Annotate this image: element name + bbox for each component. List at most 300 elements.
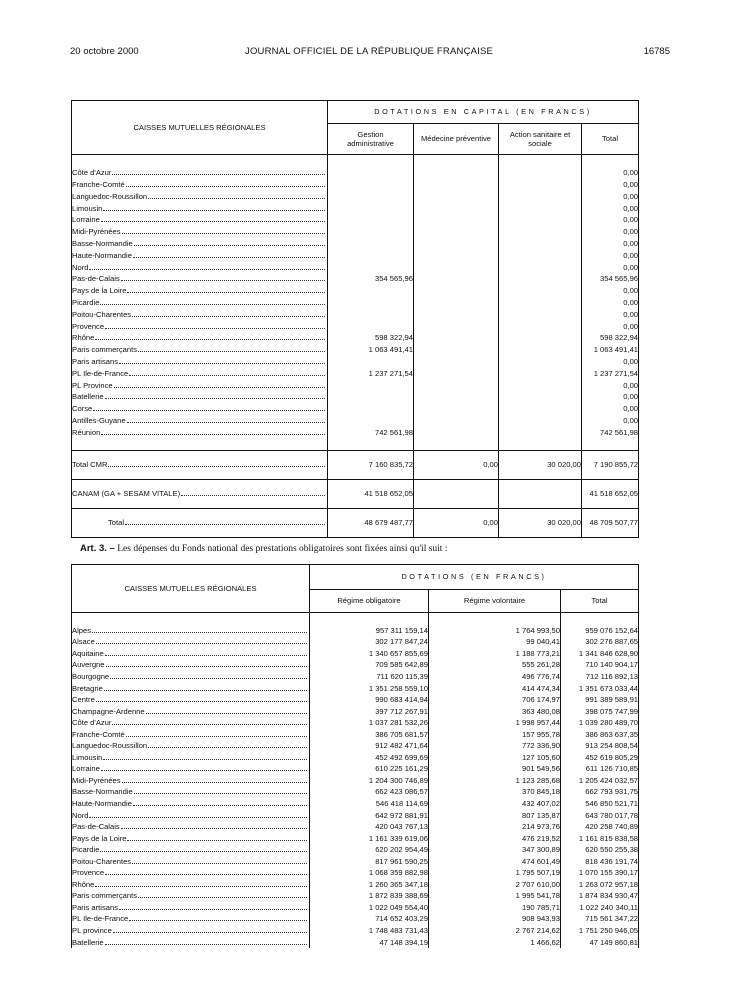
- row-name: Nord: [72, 262, 89, 272]
- obligatoire-cell: 620 202 954,49: [310, 844, 429, 856]
- total-cell: 0,00: [582, 238, 639, 250]
- leader-dots: [121, 280, 325, 281]
- action-cell: [499, 261, 582, 273]
- row-name-cell: [72, 391, 328, 403]
- volontaire-cell: 157 955,78: [429, 728, 561, 740]
- obligatoire-cell: 714 652 403,29: [310, 913, 429, 925]
- row-name-cell: [72, 786, 310, 798]
- volontaire-cell: 1 764 993,50: [429, 625, 561, 637]
- table-row: [72, 190, 639, 202]
- obligatoire-cell: 709 585 642,89: [310, 659, 429, 671]
- gestion-cell: [328, 226, 414, 238]
- table-row: [72, 332, 639, 344]
- total-cell: 1 205 424 032,57: [561, 775, 639, 787]
- action-cell: [499, 415, 582, 427]
- row-name: Languedoc-Roussillon: [72, 191, 148, 201]
- row-name: Antilles-Guyane: [72, 415, 126, 425]
- row-name: Pas-de-Calais: [72, 822, 120, 832]
- table2-group-header: DOTATIONS (EN FRANCS): [310, 565, 639, 590]
- row-name-cell: [72, 403, 328, 415]
- medecine-cell: [414, 379, 499, 391]
- volontaire-cell: 1 188 773,21: [429, 648, 561, 660]
- total-cell: 0,00: [582, 226, 639, 238]
- gestion-cell: [328, 202, 414, 214]
- row-name-cell: [72, 508, 328, 537]
- total-cell: 959 076 152,64: [561, 625, 639, 637]
- row-name: Aquitaine: [72, 648, 104, 658]
- total-cell: 0,00: [582, 214, 639, 226]
- total-cell: 913 254 808,54: [561, 740, 639, 752]
- article-3: [80, 543, 447, 554]
- table-row: [72, 344, 639, 356]
- row-name: Corse: [72, 404, 93, 414]
- volontaire-cell: 2 767 214,62: [429, 925, 561, 937]
- row-name: PL Ile-de-France: [72, 368, 129, 378]
- action-cell: [499, 367, 582, 379]
- gestion-cell: [328, 179, 414, 191]
- table1-body: [72, 155, 639, 538]
- leader-dots: [181, 495, 325, 496]
- table-row: [72, 308, 639, 320]
- gestion-cell: 354 565,96: [328, 273, 414, 285]
- leader-dots: [113, 932, 307, 933]
- medecine-cell: [414, 332, 499, 344]
- table-row: [72, 297, 639, 309]
- table-row: [72, 740, 639, 752]
- table1-col-header: Action sanitaire et sociale: [499, 124, 582, 155]
- volontaire-cell: 2 707 610,00: [429, 879, 561, 891]
- table-row: [72, 636, 639, 648]
- total-cell: 0,00: [582, 202, 639, 214]
- row-name-cell: [72, 728, 310, 740]
- leader-dots: [148, 747, 307, 748]
- action-cell: [499, 308, 582, 320]
- row-name: Poitou-Charentes: [72, 309, 132, 319]
- leader-dots: [93, 410, 325, 411]
- row-name: Paris artisans: [72, 902, 119, 912]
- medecine-cell: [414, 297, 499, 309]
- total-cell: 420 258 740,89: [561, 821, 639, 833]
- table2-col-header: Total: [561, 590, 639, 613]
- row-name: Lorraine: [72, 215, 100, 225]
- row-name: Limousin: [72, 203, 103, 213]
- table-row: [72, 226, 639, 238]
- gestion-cell: 48 679 487,77: [328, 508, 414, 537]
- row-name-cell: [72, 238, 328, 250]
- obligatoire-cell: 957 311 159,14: [310, 625, 429, 637]
- leader-dots: [101, 770, 307, 771]
- table-row: [72, 867, 639, 879]
- row-name-cell: [72, 273, 328, 285]
- row-name: Franche-Comté: [72, 729, 125, 739]
- row-name: Rhône: [72, 879, 95, 889]
- row-name-cell: [72, 913, 310, 925]
- table-row: [72, 902, 639, 914]
- table-row: [72, 403, 639, 415]
- medecine-cell: [414, 344, 499, 356]
- leader-dots: [100, 851, 307, 852]
- row-name: Alpes: [72, 625, 91, 635]
- table-row: [72, 786, 639, 798]
- total-cell: 1 751 250 946,05: [561, 925, 639, 937]
- table-row: [72, 179, 639, 191]
- row-name: Lorraine: [72, 764, 100, 774]
- row-name: Languedoc-Roussillon: [72, 741, 148, 751]
- row-name-cell: [72, 659, 310, 671]
- row-name-cell: [72, 332, 328, 344]
- row-name-cell: [72, 202, 328, 214]
- row-name: Pays de la Loire: [72, 833, 127, 843]
- total-cell: 1 237 271,54: [582, 367, 639, 379]
- total-cell: 715 561 347,22: [561, 913, 639, 925]
- total-cell: 386 863 637,35: [561, 728, 639, 740]
- total-cell: 0,00: [582, 297, 639, 309]
- total-cell: 620 550 255,38: [561, 844, 639, 856]
- obligatoire-cell: 912 482 471,64: [310, 740, 429, 752]
- medecine-cell: [414, 226, 499, 238]
- table-row: [72, 356, 639, 368]
- row-name: Provence: [72, 868, 105, 878]
- volontaire-cell: 1 998 957,44: [429, 717, 561, 729]
- capital-dotations-table: [71, 100, 639, 538]
- leader-dots: [134, 793, 307, 794]
- row-name-cell: [72, 809, 310, 821]
- total-cell: 662 793 931,75: [561, 786, 639, 798]
- row-name-cell: [72, 415, 328, 427]
- row-name: Paris commerçants: [72, 891, 137, 901]
- gestion-cell: 742 561,98: [328, 426, 414, 438]
- table-row: [72, 763, 639, 775]
- page-date: 20 octobre 2000: [70, 46, 139, 57]
- leader-dots: [105, 398, 325, 399]
- row-name: Total CMR: [72, 460, 108, 470]
- medecine-cell: [414, 285, 499, 297]
- table-row: [72, 285, 639, 297]
- row-name-cell: [72, 450, 328, 479]
- total-cell: 0,00: [582, 167, 639, 179]
- row-name: Nord: [72, 810, 89, 820]
- leader-dots: [95, 886, 307, 887]
- total-cell: 1 063 491,41: [582, 344, 639, 356]
- row-name: Picardie: [72, 297, 100, 307]
- medecine-cell: 0,00: [414, 450, 499, 479]
- table-row: [72, 391, 639, 403]
- row-name: Batellerie: [72, 937, 104, 947]
- leader-dots: [95, 339, 325, 340]
- leader-dots: [96, 701, 307, 702]
- table-row: [72, 261, 639, 273]
- gestion-cell: [328, 308, 414, 320]
- volontaire-cell: 127 105,60: [429, 752, 561, 764]
- leader-dots: [122, 233, 325, 234]
- table1-col-header: Gestion administrative: [328, 124, 414, 155]
- leader-dots: [138, 351, 325, 352]
- row-name: Midi-Pyrénées: [72, 227, 121, 237]
- row-name-cell: [72, 320, 328, 332]
- row-name: PL Ile-de-France: [72, 914, 129, 924]
- medecine-cell: [414, 320, 499, 332]
- leader-dots: [114, 387, 325, 388]
- medecine-cell: [414, 273, 499, 285]
- gestion-cell: 41 518 652,05: [328, 479, 414, 508]
- row-name-cell: [72, 285, 328, 297]
- total-cell: 1 070 155 390,17: [561, 867, 639, 879]
- table-row: [72, 775, 639, 787]
- leader-dots: [119, 909, 307, 910]
- table-row: [72, 273, 639, 285]
- row-name-cell: [72, 832, 310, 844]
- total-cell: 0,00: [582, 249, 639, 261]
- row-name: Basse-Normandie: [72, 238, 133, 248]
- table1-col-header: Médecine préventive: [414, 124, 499, 155]
- row-name: Centre: [72, 695, 95, 705]
- row-name-cell: [72, 625, 310, 637]
- row-name: Bourgogne: [72, 672, 110, 681]
- total-cell: 354 565,96: [582, 273, 639, 285]
- total-cell: 398 075 747,99: [561, 705, 639, 717]
- spacer-row: [72, 155, 639, 167]
- medecine-cell: [414, 167, 499, 179]
- table-row: [72, 415, 639, 427]
- total-cell: 611 126 710,85: [561, 763, 639, 775]
- row-name: Total: [108, 518, 125, 528]
- row-name-cell: [72, 936, 310, 948]
- row-name: Franche-Comté: [72, 179, 125, 189]
- total-cell: 7 190 855,72: [582, 450, 639, 479]
- volontaire-cell: 1 795 507,19: [429, 867, 561, 879]
- table-row: [72, 705, 639, 717]
- action-cell: [499, 320, 582, 332]
- table2-name-header: CAISSES MUTUELLES RÉGIONALES: [72, 565, 310, 613]
- action-cell: [499, 167, 582, 179]
- medecine-cell: [414, 426, 499, 438]
- canam-row: [72, 479, 639, 508]
- row-name-cell: [72, 344, 328, 356]
- table-row: [72, 798, 639, 810]
- row-name-cell: [72, 752, 310, 764]
- table-row: [72, 659, 639, 671]
- row-name-cell: [72, 426, 328, 438]
- row-name-cell: [72, 671, 310, 683]
- volontaire-cell: 772 336,90: [429, 740, 561, 752]
- total-cell: 991 389 589,91: [561, 694, 639, 706]
- action-cell: [499, 285, 582, 297]
- gestion-cell: [328, 297, 414, 309]
- total-cmr-row: [72, 450, 639, 479]
- obligatoire-cell: 990 683 414,94: [310, 694, 429, 706]
- grand-total-row: [72, 508, 639, 537]
- total-cell: 0,00: [582, 190, 639, 202]
- total-cell: 1 022 240 340,11: [561, 902, 639, 914]
- article-label: Art. 3. –: [80, 543, 115, 554]
- leader-dots: [127, 422, 325, 423]
- obligatoire-cell: 1 204 300 746,89: [310, 775, 429, 787]
- table-row: [72, 809, 639, 821]
- total-cell: 1 161 815 838,58: [561, 832, 639, 844]
- medecine-cell: [414, 249, 499, 261]
- volontaire-cell: 190 785,71: [429, 902, 561, 914]
- total-cell: 0,00: [582, 320, 639, 332]
- obligatoire-cell: 302 177 847,24: [310, 636, 429, 648]
- leader-dots: [101, 221, 325, 222]
- row-name: Champagne-Ardenne: [72, 706, 145, 716]
- article-text: Les dépenses du Fonds national des prestations obligatoires sont fixées ainsi qu'il suit :: [117, 544, 448, 554]
- total-cell: 48 709 507,77: [582, 508, 639, 537]
- leader-dots: [146, 713, 307, 714]
- medecine-cell: [414, 479, 499, 508]
- table-row: [72, 879, 639, 891]
- table-row: [72, 832, 639, 844]
- volontaire-cell: 496 776,74: [429, 671, 561, 683]
- obligatoire-cell: 1 340 657 855,69: [310, 648, 429, 660]
- obligatoire-cell: 452 492 699,69: [310, 752, 429, 764]
- leader-dots: [132, 316, 325, 317]
- volontaire-cell: 901 549,56: [429, 763, 561, 775]
- volontaire-cell: 474 601,49: [429, 855, 561, 867]
- action-cell: [499, 356, 582, 368]
- medecine-cell: [414, 415, 499, 427]
- volontaire-cell: 807 135,87: [429, 809, 561, 821]
- gestion-cell: [328, 391, 414, 403]
- medecine-cell: 0,00: [414, 508, 499, 537]
- action-cell: [499, 202, 582, 214]
- obligatoire-cell: 1 260 365 347,18: [310, 879, 429, 891]
- action-cell: [499, 179, 582, 191]
- obligatoire-cell: 662 423 086,57: [310, 786, 429, 798]
- gestion-cell: [328, 403, 414, 415]
- volontaire-cell: 99 040,41: [429, 636, 561, 648]
- row-name-cell: [72, 763, 310, 775]
- row-name: PL Province: [72, 380, 113, 390]
- action-cell: [499, 391, 582, 403]
- medecine-cell: [414, 190, 499, 202]
- obligatoire-cell: 546 418 114,69: [310, 798, 429, 810]
- gestion-cell: [328, 190, 414, 202]
- leader-dots: [105, 874, 307, 875]
- total-cell: 452 619 805,29: [561, 752, 639, 764]
- row-name-cell: [72, 740, 310, 752]
- row-name-cell: [72, 879, 310, 891]
- volontaire-cell: 1 123 285,68: [429, 775, 561, 787]
- row-name-cell: [72, 844, 310, 856]
- row-name: Bretagne: [72, 683, 103, 693]
- table-row: [72, 214, 639, 226]
- row-name: PL province: [72, 926, 112, 936]
- row-name: Alsace: [72, 637, 95, 647]
- gestion-cell: [328, 415, 414, 427]
- row-name: Réunion: [72, 427, 101, 437]
- action-cell: [499, 426, 582, 438]
- volontaire-cell: 347 300,89: [429, 844, 561, 856]
- row-name: Auvergne: [72, 660, 105, 670]
- table-row: [72, 844, 639, 856]
- leader-dots: [105, 328, 325, 329]
- action-cell: [499, 249, 582, 261]
- action-cell: [499, 190, 582, 202]
- action-cell: [499, 332, 582, 344]
- row-name: Poitou-Charentes: [72, 856, 132, 866]
- total-cell: 0,00: [582, 403, 639, 415]
- row-name-cell: [72, 902, 310, 914]
- medecine-cell: [414, 179, 499, 191]
- volontaire-cell: 363 480,08: [429, 705, 561, 717]
- row-name-cell: [72, 821, 310, 833]
- page-number: 16785: [643, 46, 670, 57]
- row-name-cell: [72, 890, 310, 902]
- table-row: [72, 648, 639, 660]
- table-row: [72, 671, 639, 683]
- volontaire-cell: 1 995 541,78: [429, 890, 561, 902]
- total-cell: 1 341 846 628,90: [561, 648, 639, 660]
- leader-dots: [126, 186, 325, 187]
- obligatoire-cell: 711 620 115,39: [310, 671, 429, 683]
- obligatoire-cell: 397 712 267,91: [310, 705, 429, 717]
- total-cell: 0,00: [582, 415, 639, 427]
- total-cell: 598 322,94: [582, 332, 639, 344]
- total-cell: 0,00: [582, 179, 639, 191]
- leader-dots: [104, 690, 307, 691]
- table2-body: [72, 613, 639, 948]
- row-name-cell: [72, 855, 310, 867]
- total-cell: 0,00: [582, 379, 639, 391]
- row-name-cell: [72, 636, 310, 648]
- row-name-cell: [72, 867, 310, 879]
- total-cell: 1 039 280 489,70: [561, 717, 639, 729]
- journal-title: JOURNAL OFFICIEL DE LA RÉPUBLIQUE FRANÇAISE: [245, 46, 494, 57]
- table-row: [72, 367, 639, 379]
- row-name: Basse-Normandie: [72, 787, 133, 797]
- row-name: Paris artisans: [72, 356, 119, 366]
- row-name: Côte d'Azur: [72, 168, 112, 178]
- leader-dots: [103, 759, 307, 760]
- row-name: Picardie: [72, 845, 100, 855]
- leader-dots: [129, 920, 307, 921]
- table-row: [72, 249, 639, 261]
- gestion-cell: [328, 238, 414, 250]
- table1-group-header: DOTATIONS EN CAPITAL (EN FRANCS): [328, 101, 639, 124]
- volontaire-cell: 214 973,76: [429, 821, 561, 833]
- spacer-row: [72, 438, 639, 450]
- total-cell: 0,00: [582, 261, 639, 273]
- row-name-cell: [72, 190, 328, 202]
- total-cell: 712 116 892,13: [561, 671, 639, 683]
- row-name: Limousin: [72, 752, 103, 762]
- gestion-cell: [328, 356, 414, 368]
- row-name: Paris commerçants: [72, 345, 137, 355]
- obligatoire-cell: 1 022 049 554,40: [310, 902, 429, 914]
- medecine-cell: [414, 202, 499, 214]
- leader-dots: [108, 466, 325, 467]
- gestion-cell: 598 322,94: [328, 332, 414, 344]
- action-cell: [499, 238, 582, 250]
- leader-dots: [127, 840, 307, 841]
- total-cell: 710 140 904,17: [561, 659, 639, 671]
- leader-dots: [134, 245, 325, 246]
- leader-dots: [138, 897, 307, 898]
- row-name-cell: [72, 694, 310, 706]
- obligatoire-cell: 1 068 359 882,98: [310, 867, 429, 879]
- total-cell: 818 436 191,74: [561, 855, 639, 867]
- leader-dots: [119, 363, 325, 364]
- medecine-cell: [414, 403, 499, 415]
- leader-dots: [112, 174, 325, 175]
- leader-dots: [110, 678, 307, 679]
- row-name-cell: [72, 308, 328, 320]
- leader-dots: [126, 736, 307, 737]
- gestion-cell: 1 063 491,41: [328, 344, 414, 356]
- row-name-cell: [72, 367, 328, 379]
- table2-col-header: Régime obligatoire: [310, 590, 429, 613]
